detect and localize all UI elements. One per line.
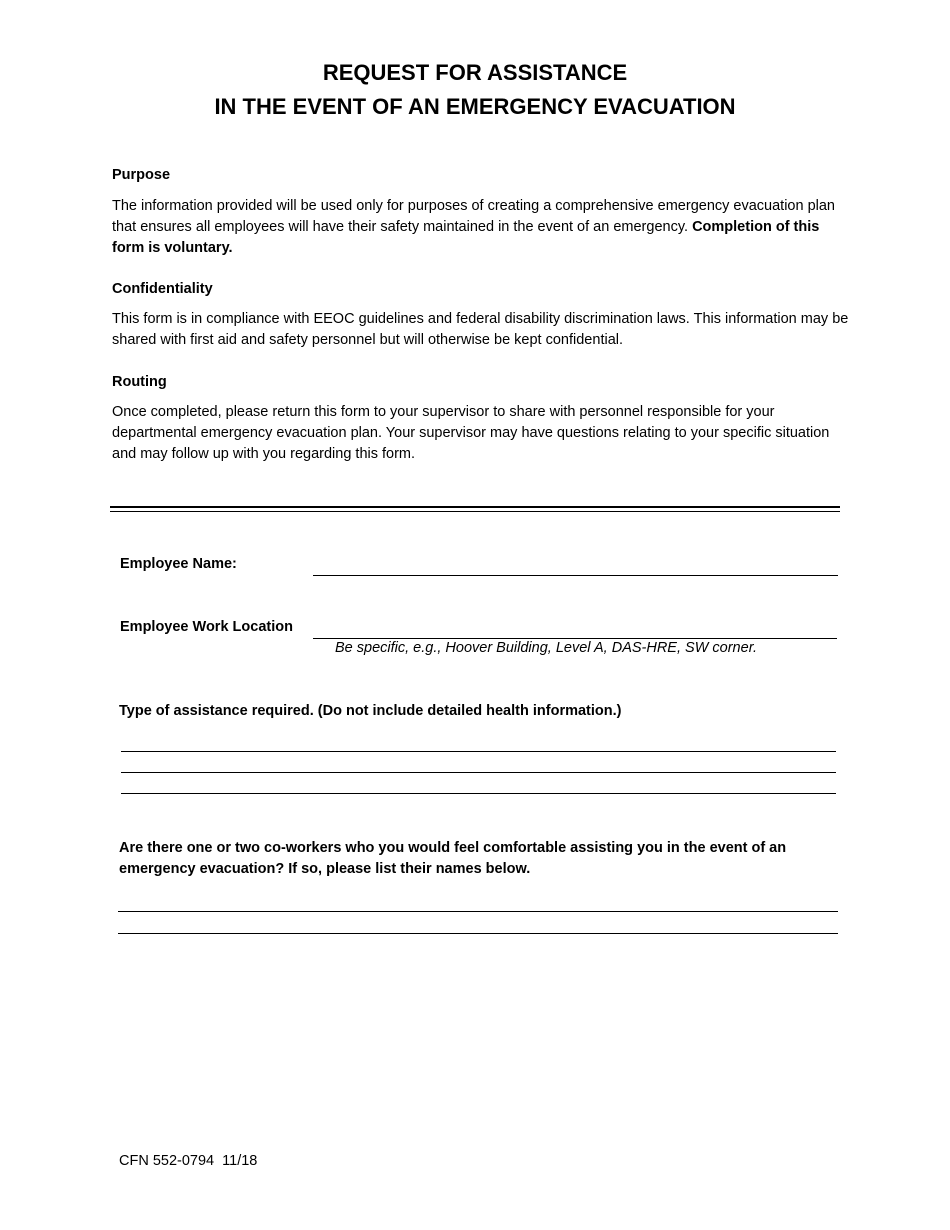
routing-paragraph: Once completed, please return this form to your supervisor to share with personnel responsible for your departmental emergency evacuation plan. Your supervisor may have questions relating to your specific situation and may follow up with you regarding this form. (112, 404, 830, 462)
title-line-1: REQUEST FOR ASSISTANCE (322, 60, 628, 85)
assistance-field-line-2[interactable] (121, 772, 836, 773)
employee-name-field[interactable] (313, 575, 838, 576)
confidentiality-paragraph: This form is in compliance with EEOC guidelines and federal disability discrimination laws. This information may be shared with first aid and safety personnel but will otherwise be kept confidential. (112, 311, 849, 348)
purpose-text: The information provided will be used only for purposes of creating a comprehensive emergency evacuation plan that ensures all employees will have their safety maintained in the event of an emergency. (112, 198, 835, 235)
purpose-voluntary-note: Completion of this form is voluntary. (112, 219, 820, 256)
section-divider-thick (110, 506, 840, 508)
work-location-hint: Be specific, e.g., Hoover Building, Level A, DAS-HRE, SW corner. (335, 640, 758, 656)
purpose-heading: Purpose (112, 167, 171, 183)
work-location-label: Employee Work Location (120, 619, 293, 635)
assistance-label: Type of assistance required. (Do not include detailed health information.) (119, 703, 622, 719)
routing-heading: Routing (112, 374, 167, 390)
form-number: CFN 552-0794 11/18 (119, 1153, 258, 1169)
confidentiality-heading: Confidentiality (112, 281, 213, 297)
page-title (0, 56, 950, 124)
section-divider-thin (110, 511, 840, 512)
assistance-field-line-1[interactable] (121, 751, 836, 752)
purpose-paragraph (112, 196, 852, 259)
employee-name-label: Employee Name: (120, 556, 237, 572)
title-line-2: IN THE EVENT OF AN EMERGENCY EVACUATION (214, 94, 736, 119)
assistance-field-line-3[interactable] (121, 793, 836, 794)
coworkers-field-line-2[interactable] (118, 933, 838, 934)
coworkers-field-line-1[interactable] (118, 911, 838, 912)
work-location-field[interactable] (313, 638, 837, 639)
coworkers-label: Are there one or two co-workers who you would feel comfortable assisting you in the event of an emergency evacuation? If so, please list their names below. (119, 840, 787, 877)
